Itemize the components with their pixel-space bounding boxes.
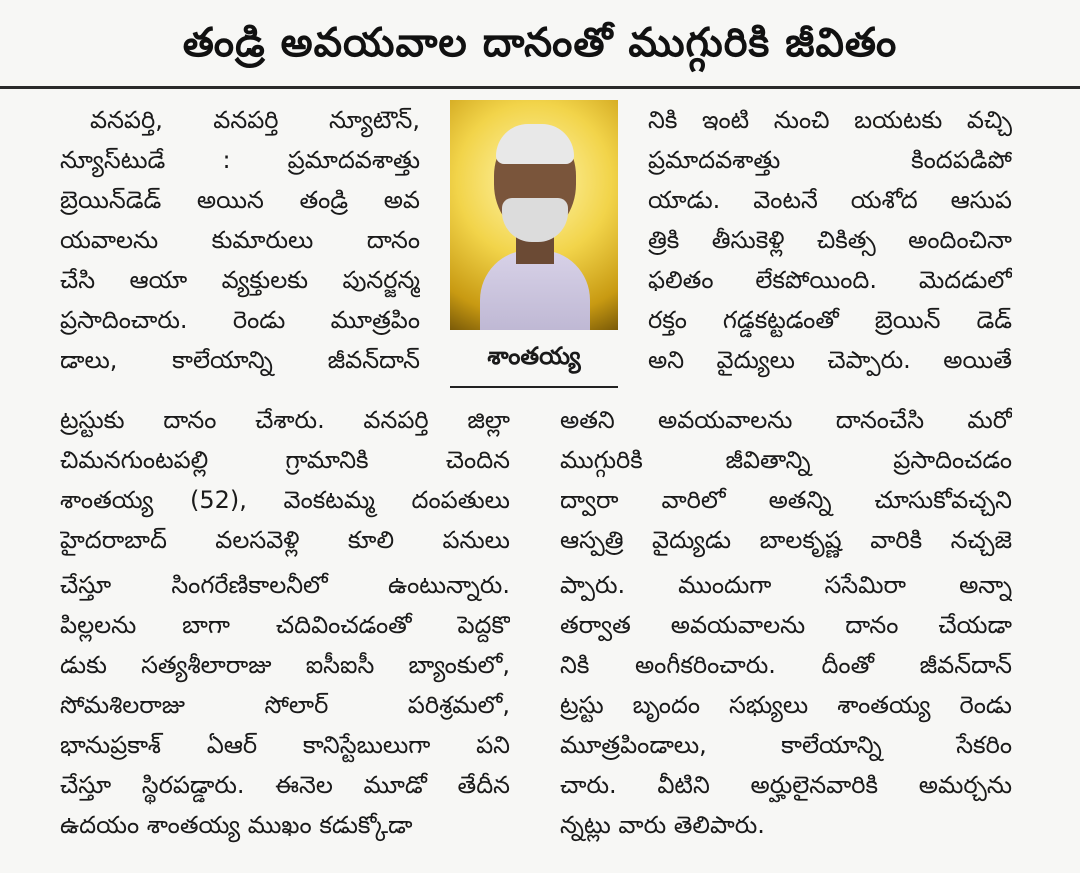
portrait-hair	[496, 124, 574, 164]
article-line: నికి అంగీకరించారు. దీంతో జీవన్‌దాన్	[560, 651, 1012, 679]
article-line: తర్వాత అవయవాలను దానం చేయడా	[560, 611, 1012, 639]
article-line: పిల్లలను బాగా చదివించడంతో పెద్దకొ	[60, 611, 510, 639]
article-line: నికి ఇంటి నుంచి బయటకు వచ్చి	[648, 106, 1012, 134]
photo-caption: శాంతయ్య	[487, 342, 581, 370]
article-line: సోమశిలరాజు సోలార్ పరిశ్రమలో,	[60, 691, 510, 719]
article-line: బ్రెయిన్‌డెడ్ అయిన తండ్రి అవ	[60, 186, 420, 214]
article-line: ఆస్పత్రి వైద్యుడు బాలకృష్ణ వారికి నచ్చజె	[560, 526, 1012, 554]
article-line: ప్పారు. ముందుగా ససేమిరా అన్నా	[560, 571, 1012, 599]
article-line: వనపర్తి, వనపర్తి న్యూటౌన్,	[90, 106, 420, 134]
article-line: ఫలితం లేకపోయింది. మెదడులో	[648, 266, 1012, 294]
caption-divider	[450, 386, 618, 388]
article-line: అతని అవయవాలను దానంచేసి మరో	[560, 406, 1012, 434]
portrait-photo	[450, 100, 618, 330]
article-line: న్నట్లు వారు తెలిపారు.	[560, 811, 765, 839]
article-line: యవాలను కుమారులు దానం	[60, 226, 420, 254]
headline: తండ్రి అవయవాల దానంతో ముగ్గురికి జీవితం	[182, 20, 898, 66]
article-line: డుకు సత్యశీలారాజు ఐసీఐసీ బ్యాంకులో,	[60, 651, 510, 679]
article-line: న్యూస్‌టుడే : ప్రమాదవశాత్తు	[60, 146, 420, 174]
article-line: ప్రమాదవశాత్తు కిందపడిపో	[648, 146, 1012, 174]
article-line: చేస్తూ సింగరేణికాలనీలో ఉంటున్నారు.	[60, 571, 510, 599]
article-line: శాంతయ్య (52), వెంకటమ్మ దంపతులు	[60, 486, 510, 514]
article-line: రక్తం గడ్డకట్టడంతో బ్రెయిన్ డెడ్	[648, 306, 1012, 334]
article-line: ప్రసాదించారు. రెండు మూత్రపిం	[60, 306, 420, 334]
article-line: ఉదయం శాంతయ్య ముఖం కడుక్కోడా	[60, 811, 413, 839]
article-line: చిమనగుంటపల్లి గ్రామానికి చెందిన	[60, 446, 510, 474]
article-line: త్రికి తీసుకెళ్లి చికిత్స అందించినా	[648, 226, 1012, 254]
article-line: హైదరాబాద్ వలసవెళ్లి కూలి పనులు	[60, 526, 510, 554]
article-line: యాడు. వెంటనే యశోద ఆసుప	[648, 186, 1012, 214]
article-line: డాలు, కాలేయాన్ని జీవన్‌దాన్	[60, 346, 420, 374]
article-line: మూత్రపిండాలు, కాలేయాన్ని సేకరిం	[560, 731, 1012, 759]
article-line: భానుప్రకాశ్ ఏఆర్ కానిస్టేబులుగా పని	[60, 731, 510, 759]
article-line: చేసి ఆయా వ్యక్తులకు పునర్జన్మ	[60, 266, 420, 294]
article-line: చేస్తూ స్థిరపడ్డారు. ఈనెల మూడో తేదీన	[60, 771, 510, 799]
article-line: ద్వారా వారిలో అతన్ని చూసుకోవచ్చని	[560, 486, 1012, 514]
portrait-beard	[502, 198, 568, 242]
article-line: అని వైద్యులు చెప్పారు. అయితే	[648, 346, 1012, 374]
article-line: ముగ్గురికి జీవితాన్ని ప్రసాదించడం	[560, 446, 1012, 474]
article-line: చారు. వీటిని అర్హులైనవారికి అమర్చను	[560, 771, 1012, 799]
article-line: ట్రస్టు బృందం సభ్యులు శాంతయ్య రెండు	[560, 691, 1012, 719]
headline-divider	[0, 86, 1080, 89]
article-line: ట్రస్టుకు దానం చేశారు. వనపర్తి జిల్లా	[60, 406, 510, 434]
